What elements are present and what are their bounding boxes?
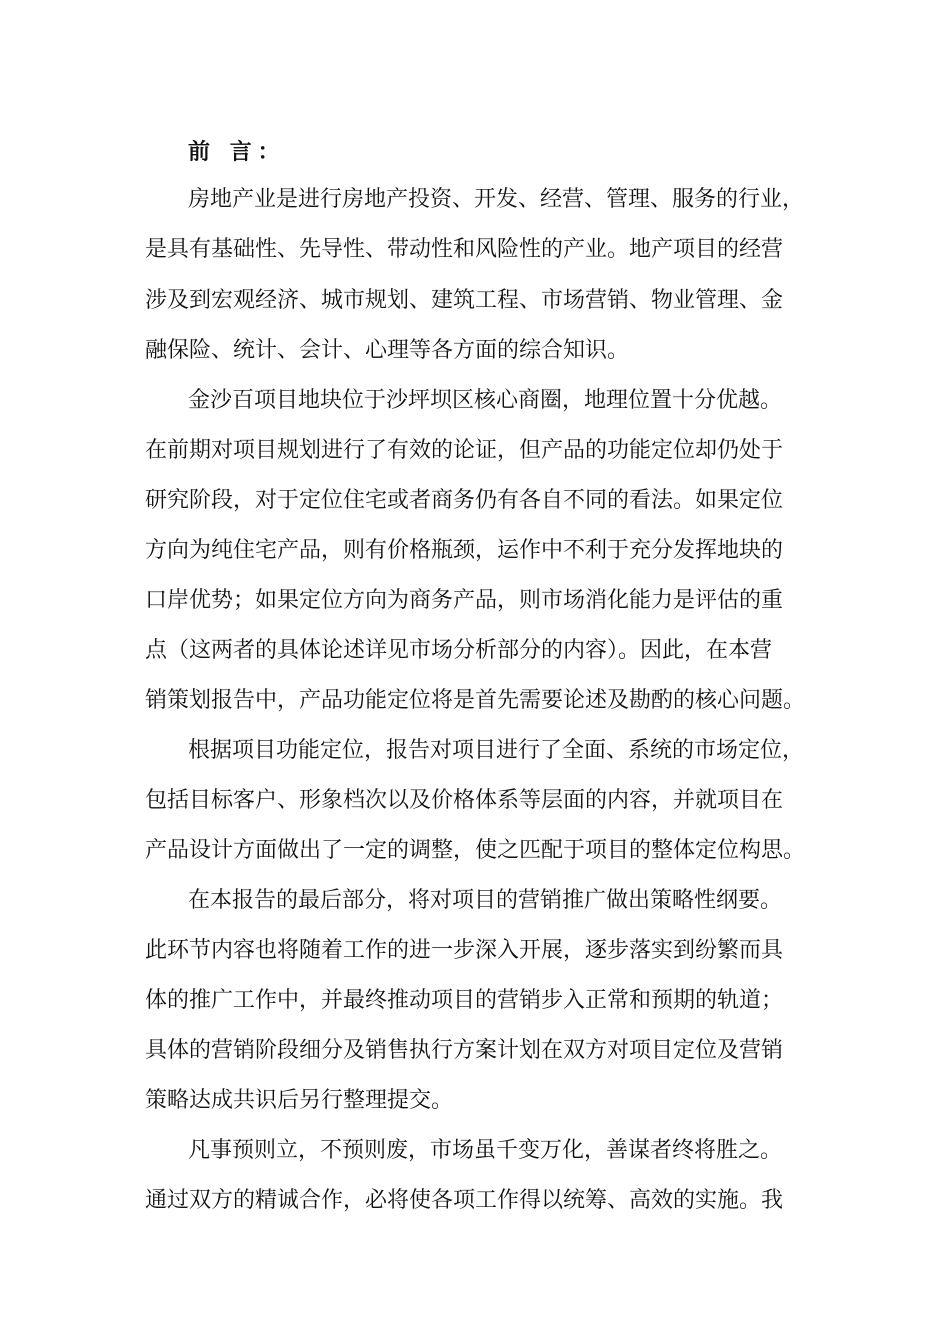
text-line-3: 涉及到宏观经济、城市规划、建筑工程、市场营销、物业管理、金: [145, 288, 784, 313]
text-line-19: 策略达成共识后另行整理提交。: [145, 1088, 454, 1113]
text-line-1: 房地产业是进行房地产投资、开发、经营、管理、服务的行业，: [188, 187, 805, 212]
text-line-11: 销策划报告中，产品功能定位将是首先需要论述及勘酌的核心问题。: [145, 688, 806, 713]
text-line-20: 凡事预则立，不预则废，市场虽千变万化，善谋者终将胜之。: [188, 1138, 783, 1163]
text-line-12: 根据项目功能定位，报告对项目进行了全面、系统的市场定位，: [188, 738, 805, 763]
text-line-15: 在本报告的最后部分，将对项目的营销推广做出策略性纲要。: [188, 888, 783, 913]
text-line-7: 研究阶段，对于定位住宅或者商务仍有各自不同的看法。如果定位: [145, 488, 784, 513]
text-line-10: 点（这两者的具体论述详见市场分析部分的内容）。因此，在本营: [145, 638, 773, 663]
text-line-2: 是具有基础性、先导性、带动性和风险性的产业。地产项目的经营: [145, 237, 784, 262]
heading-preface: 前 言：: [188, 139, 286, 165]
text-line-16: 此环节内容也将随着工作的进一步深入开展，逐步落实到纷繁而具: [145, 938, 784, 963]
text-line-17: 体的推广工作中，并最终推动项目的营销步入正常和预期的轨道；: [145, 988, 784, 1013]
text-line-4: 融保险、统计、会计、心理等各方面的综合知识。: [145, 338, 630, 363]
text-line-18: 具体的营销阶段细分及销售执行方案计划在双方对项目定位及营销: [145, 1038, 784, 1063]
text-line-9: 口岸优势；如果定位方向为商务产品，则市场消化能力是评估的重: [145, 588, 784, 613]
text-line-6: 在前期对项目规划进行了有效的论证，但产品的功能定位却仍处于: [145, 438, 784, 463]
text-line-13: 包括目标客户、形象档次以及价格体系等层面的内容，并就项目在: [145, 788, 784, 813]
text-line-5: 金沙百项目地块位于沙坪坝区核心商圈，地理位置十分优越。: [188, 388, 783, 413]
text-line-14: 产品设计方面做出了一定的调整，使之匹配于项目的整体定位构思。: [145, 838, 806, 863]
text-line-21: 通过双方的精诚合作，必将使各项工作得以统筹、高效的实施。我: [145, 1188, 784, 1213]
text-line-8: 方向为纯住宅产品，则有价格瓶颈，运作中不利于充分发挥地块的: [145, 538, 784, 563]
